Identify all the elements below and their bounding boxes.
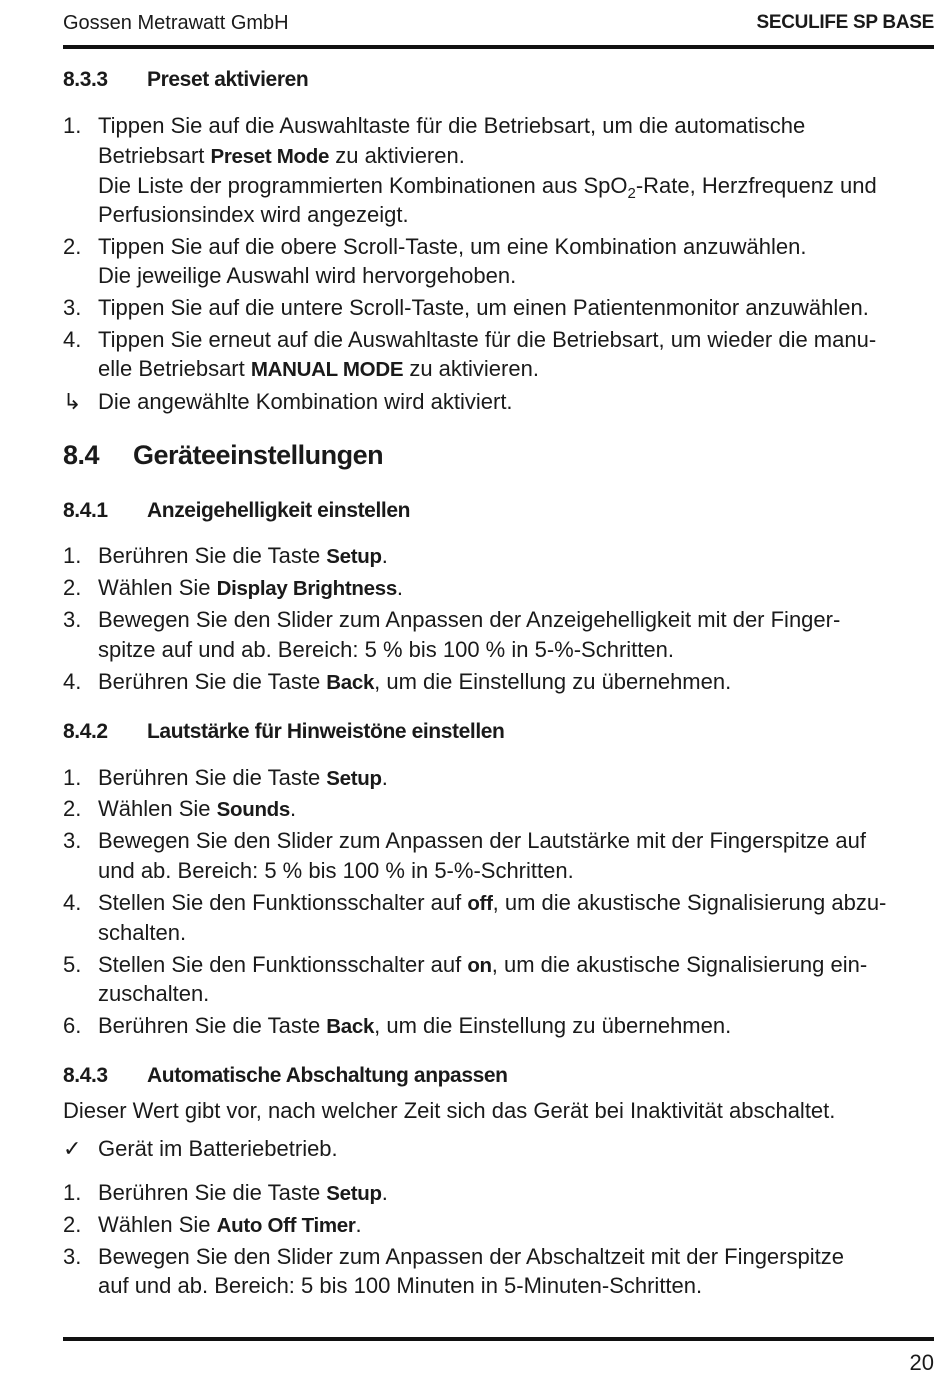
- list-text: Wählen Sie Auto Off Timer.: [98, 1212, 362, 1237]
- result-arrow-icon: ↳: [63, 389, 82, 414]
- list-marker: 3.: [63, 828, 82, 853]
- list-text: Die Liste der programmierten Kombinationen aus SpO$_2$-Rate, Herzfrequenz und: [98, 173, 877, 202]
- header-rule: [63, 45, 934, 49]
- list-marker: 1.: [63, 543, 82, 568]
- list-text: schalten.: [98, 920, 187, 945]
- ui-term: off: [467, 892, 493, 915]
- section-heading-8-4: [63, 440, 383, 471]
- list-marker: 2.: [63, 575, 82, 600]
- list-marker: 1.: [63, 113, 82, 138]
- page-header: [63, 12, 934, 40]
- list-text: Berühren Sie die Taste Setup.: [98, 765, 388, 790]
- result-text: Die angewählte Kombination wird aktiviert.: [98, 389, 513, 414]
- list-marker: 4.: [63, 327, 82, 352]
- section-number: 8.4.2: [63, 720, 108, 743]
- prerequisite-text: Gerät im Batteriebetrieb.: [98, 1136, 338, 1161]
- list-text: Stellen Sie den Funktionsschalter auf on, um die akustische Signalisierung ein-: [98, 952, 868, 977]
- intro-text: Dieser Wert gibt vor, nach welcher Zeit sich das Gerät bei Inaktivität abschaltet.: [63, 1098, 836, 1123]
- ui-term: MANUAL MODE: [250, 358, 404, 381]
- list-marker: 2.: [63, 796, 82, 821]
- list-text: Die jeweilige Auswahl wird hervorgehoben.: [98, 263, 517, 288]
- ui-term: Back: [326, 671, 375, 694]
- list-text: Bewegen Sie den Slider zum Anpassen der Anzeigehelligkeit mit der Finger-: [98, 607, 841, 632]
- list-text: Bewegen Sie den Slider zum Anpassen der Abschaltzeit mit der Fingerspitze: [98, 1244, 844, 1269]
- list-marker: 3.: [63, 607, 82, 632]
- section-heading-8-3-3: [63, 68, 308, 92]
- list-text: spitze auf und ab. Bereich: 5 % bis 100 % in 5-%-Schritten.: [98, 637, 674, 662]
- list-text: Tippen Sie auf die untere Scroll-Taste, um einen Patientenmonitor anzuwählen.: [98, 295, 869, 320]
- list-marker: 2.: [63, 234, 82, 259]
- list-text: auf und ab. Bereich: 5 bis 100 Minuten in 5-Minuten-Schritten.: [98, 1273, 703, 1298]
- list-marker: 4.: [63, 890, 82, 915]
- list-text: Betriebsart Preset Mode zu aktivieren.: [98, 143, 465, 168]
- list-text: Tippen Sie auf die Auswahltaste für die Betriebsart, um die automatische: [98, 113, 806, 138]
- list-marker: 5.: [63, 952, 82, 977]
- section-title: Preset aktivieren: [147, 68, 309, 91]
- list-marker: 6.: [63, 1013, 82, 1038]
- list-text: Perfusionsindex wird angezeigt.: [98, 202, 409, 227]
- section-title: Automatische Abschaltung anpassen: [147, 1064, 508, 1087]
- list-text: Stellen Sie den Funktionsschalter auf off, um die akustische Signalisierung abzu-: [98, 890, 887, 915]
- list-text: und ab. Bereich: 5 % bis 100 % in 5-%-Schritten.: [98, 858, 574, 883]
- list-marker: 2.: [63, 1212, 82, 1237]
- list-text: zuschalten.: [98, 981, 210, 1006]
- page-number: 20: [909, 1350, 934, 1375]
- list-text: Berühren Sie die Taste Setup.: [98, 1180, 388, 1205]
- ui-term: Sounds: [216, 798, 290, 821]
- list-text: Bewegen Sie den Slider zum Anpassen der Lautstärke mit der Fingerspitze auf: [98, 828, 866, 853]
- section-number: 8.3.3: [63, 68, 108, 91]
- company-name: Gossen Metrawatt GmbH: [63, 12, 289, 34]
- section-title: Lautstärke für Hinweistöne einstellen: [147, 720, 505, 743]
- ui-term: Preset Mode: [210, 145, 330, 168]
- section-number: 8.4.1: [63, 499, 108, 522]
- ui-term: Back: [326, 1015, 375, 1038]
- ui-term: Setup: [326, 767, 382, 790]
- ui-term: on: [467, 954, 492, 977]
- list-marker: 3.: [63, 1244, 82, 1269]
- ui-term: Display Brightness: [216, 577, 397, 600]
- list-text: Tippen Sie erneut auf die Auswahltaste für die Betriebsart, um wieder die manu-: [98, 327, 877, 352]
- list-marker: 1.: [63, 1180, 82, 1205]
- list-text: Tippen Sie auf die obere Scroll-Taste, um eine Kombination anzuwählen.: [98, 234, 807, 259]
- section-number: 8.4: [63, 440, 100, 470]
- list-marker: 4.: [63, 669, 82, 694]
- list-text: Berühren Sie die Taste Setup.: [98, 543, 388, 568]
- ui-term: Setup: [326, 1182, 382, 1205]
- list-text: Wählen Sie Display Brightness.: [98, 575, 404, 600]
- section-heading-8-4-3: [63, 1064, 508, 1088]
- section-heading-8-4-2: [63, 720, 504, 744]
- product-name: SECULIFE SP BASE: [756, 12, 934, 33]
- section-heading-8-4-1: [63, 499, 410, 523]
- check-icon: ✓: [63, 1136, 82, 1161]
- footer-rule: [63, 1337, 934, 1341]
- list-text: Berühren Sie die Taste Back, um die Einstellung zu übernehmen.: [98, 669, 732, 694]
- list-marker: 1.: [63, 765, 82, 790]
- list-text: elle Betriebsart MANUAL MODE zu aktivieren.: [98, 356, 539, 381]
- section-title: Geräteeinstellungen: [133, 440, 384, 470]
- list-text: Berühren Sie die Taste Back, um die Einstellung zu übernehmen.: [98, 1013, 732, 1038]
- list-text: Wählen Sie Sounds.: [98, 796, 297, 821]
- section-number: 8.4.3: [63, 1064, 108, 1087]
- list-marker: 3.: [63, 295, 82, 320]
- ui-term: Auto Off Timer: [216, 1214, 356, 1237]
- section-title: Anzeigehelligkeit einstellen: [147, 499, 411, 522]
- ui-term: Setup: [326, 545, 382, 568]
